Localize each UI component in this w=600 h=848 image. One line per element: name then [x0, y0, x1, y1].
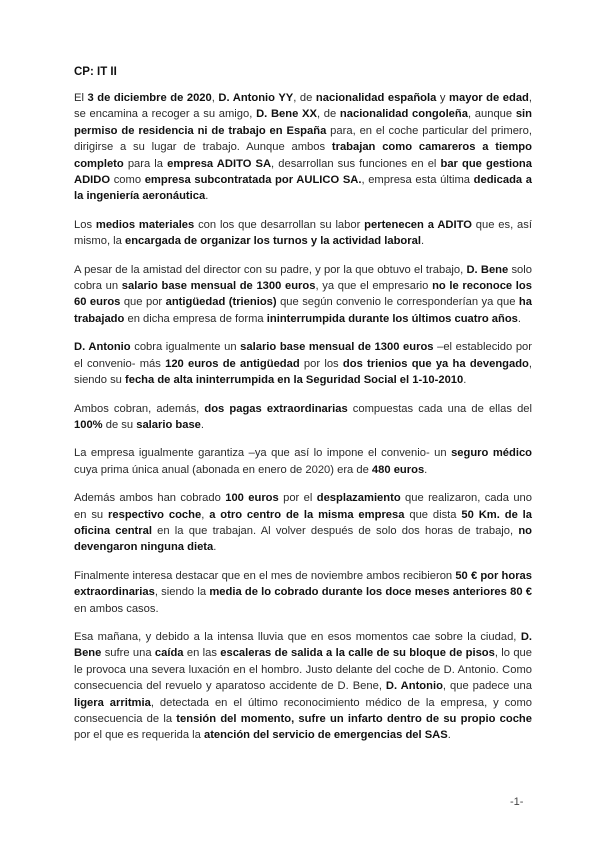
bold-text: bar que gestiona ADIDO — [74, 157, 532, 187]
text-run: de su — [102, 418, 137, 431]
bold-text: ininterrumpida durante los últimos cuatro años — [266, 312, 518, 325]
text-run: A pesar de la amistad del director con su padre, y por la que obtuvo el trabajo, — [74, 263, 467, 276]
bold-text: no le reconoce los 60 euros — [74, 280, 532, 309]
bold-text: salario base — [136, 418, 201, 431]
text-run: , — [201, 508, 210, 521]
text-run: , lo que le provoca una severa luxación en el hombro. Justo delante del coche de D. Antonio. Como consecuencia del revuelo y aparatoso accidente de D. Bene, — [74, 647, 533, 693]
text-run: en ambos casos. — [74, 602, 159, 615]
text-run: . — [420, 235, 425, 248]
text-run: Los — [74, 218, 96, 231]
text-run: . — [463, 374, 467, 387]
bold-text: dos trienios que ya ha devengado — [342, 357, 529, 370]
bold-text: pertenecen a ADITO — [364, 218, 472, 231]
text-run: en dicha empresa de forma — [124, 312, 267, 325]
text-run: Además ambos han cobrado — [74, 492, 226, 505]
bold-text: D. Antonio YY — [218, 92, 294, 104]
paragraph — [74, 568, 532, 617]
bold-text: antigüedad (trienios) — [165, 296, 277, 309]
text-run: , — [211, 92, 219, 104]
text-run: por los — [299, 357, 343, 370]
text-run: Esa mañana, y debido a la intensa lluvia que en esos momentos cae sobre la ciudad, — [74, 630, 521, 643]
text-run: Ambos cobran, además, — [74, 402, 205, 415]
text-run: cuya prima única anual (abonada en enero de 2020) era de — [74, 463, 372, 476]
text-run: La empresa igualmente garantiza –ya que así lo impone el convenio- un — [74, 447, 452, 460]
bold-text: encargada de organizar los turnos y la actividad laboral — [124, 235, 421, 248]
bold-text: mayor de edad — [449, 92, 529, 104]
bold-text: trabajan como camareros a tiempo completo — [74, 141, 532, 170]
bold-text: media de lo cobrado durante los doce meses anteriores 80 € — [209, 586, 532, 599]
text-run: , aunque — [467, 108, 516, 121]
bold-text: 3 de diciembre de 2020 — [87, 92, 212, 104]
text-run: compuestas cada una de ellas del — [347, 402, 532, 415]
text-run: para la — [123, 157, 168, 170]
bold-text: medios materiales — [95, 218, 195, 231]
page-number: -1- — [510, 796, 524, 808]
bold-text: sin permiso de residencia ni de trabajo en España — [74, 108, 532, 137]
paragraph — [74, 339, 532, 388]
text-run: , se encamina a recoger a su amigo, — [74, 92, 532, 121]
text-run: –el establecido por el convenio- más — [74, 341, 532, 370]
paragraph — [74, 629, 532, 744]
text-run: solo cobra un — [74, 263, 532, 293]
text-run: en las — [183, 647, 221, 660]
paragraph — [74, 90, 532, 205]
paragraph — [74, 490, 532, 556]
text-run: cobra igualmente un — [130, 341, 241, 354]
text-run: y — [436, 92, 450, 104]
paragraph — [74, 445, 532, 478]
bold-text: nacionalidad española — [315, 92, 437, 104]
bold-text: D. Antonio — [74, 341, 131, 354]
bold-text: D. Antonio — [385, 680, 443, 693]
bold-text: 120 euros de antigüedad — [165, 357, 300, 370]
document-title: CP: IT II — [74, 66, 117, 78]
text-run: para, en el coche particular del primero, dirigirse a su lugar de trabajo. Aunque ambos — [74, 124, 532, 154]
bold-text: 100 euros — [225, 492, 279, 505]
bold-text: nacionalidad congoleña — [339, 108, 468, 121]
bold-text: atención del servicio de emergencias del SAS — [203, 729, 448, 742]
text-run: , ya que el empresario — [315, 280, 433, 293]
text-run: . — [213, 541, 217, 554]
text-run: , desarrollan sus funciones en el — [271, 157, 441, 170]
text-run: como — [110, 174, 145, 187]
text-run: . — [447, 729, 451, 742]
text-run: . — [205, 190, 209, 203]
text-run: , detectada en el último reconocimiento médico de la empresa, y como consecuencia de la — [74, 696, 532, 725]
text-run: en la que trabajan. Al volver después de solo dos horas de trabajo, — [151, 524, 519, 537]
text-run: con los que desarrollan su labor — [194, 218, 365, 231]
bold-text: escaleras de salida a la calle de su bloque de pisos — [220, 647, 495, 660]
bold-text: 50 € por horas extraordinarias — [74, 569, 533, 599]
bold-text: ha trabajado — [74, 296, 532, 325]
bold-text: dedicada a la ingeniería aeronáutica — [74, 174, 532, 203]
bold-text: 100% — [74, 418, 103, 431]
bold-text: no devengaron ninguna dieta — [74, 524, 532, 554]
bold-text: 480 euros — [371, 463, 425, 476]
text-run: que dista — [404, 508, 462, 521]
bold-text: respectivo coche — [108, 508, 202, 521]
bold-text: caída — [154, 647, 184, 660]
bold-text: D. Bene — [466, 263, 509, 276]
bold-text: dos pagas extraordinarias — [204, 402, 348, 415]
bold-text: fecha de alta ininterrumpida en la Seguridad Social el 1-10-2010 — [125, 374, 464, 387]
paragraph — [74, 217, 532, 250]
bold-text: ligera arritmia — [74, 696, 151, 709]
bold-text: empresa subcontratada por AULICO SA. — [144, 174, 362, 187]
text-run: que es, así mismo, la — [74, 218, 532, 248]
text-run: . — [200, 418, 205, 431]
bold-text: a otro centro de la misma empresa — [209, 508, 405, 521]
paragraph — [74, 401, 532, 434]
text-run: , que padece una — [442, 680, 532, 693]
text-run: por el — [278, 492, 317, 505]
bold-text: tensión del momento, sufre un infarto dentro de su propio coche — [176, 713, 532, 725]
bold-text: 50 Km. de la oficina central — [74, 508, 532, 537]
bold-text: salario base mensual de 1300 euros — [240, 341, 434, 354]
text-run: , de — [316, 108, 340, 121]
text-run: que por — [120, 296, 166, 309]
text-run: que según convenio le corresponderían ya que — [276, 296, 519, 309]
bold-text: empresa ADITO SA — [167, 157, 272, 170]
document-page — [74, 66, 532, 756]
text-run: . — [424, 463, 428, 476]
paragraph — [74, 262, 532, 328]
bold-text: D. Bene — [74, 630, 532, 660]
text-run: Finalmente interesa destacar que en el mes de noviembre ambos recibieron — [74, 569, 456, 582]
document-body — [74, 90, 532, 744]
text-run: que realizaron, cada uno en su — [74, 492, 532, 521]
bold-text: D. Bene XX — [256, 108, 317, 121]
text-run: El — [74, 92, 88, 104]
text-run: , siendo su — [74, 357, 532, 387]
text-run: por el que es requerida la — [74, 729, 204, 742]
text-run: , empresa esta última — [361, 174, 474, 187]
bold-text: seguro médico — [451, 447, 532, 460]
text-run: , de — [293, 92, 316, 104]
bold-text: salario base mensual de 1300 euros — [121, 280, 316, 293]
bold-text: desplazamiento — [316, 492, 401, 505]
text-run: . — [517, 312, 522, 325]
text-run: , siendo la — [154, 586, 210, 599]
text-run: sufre una — [101, 647, 155, 660]
